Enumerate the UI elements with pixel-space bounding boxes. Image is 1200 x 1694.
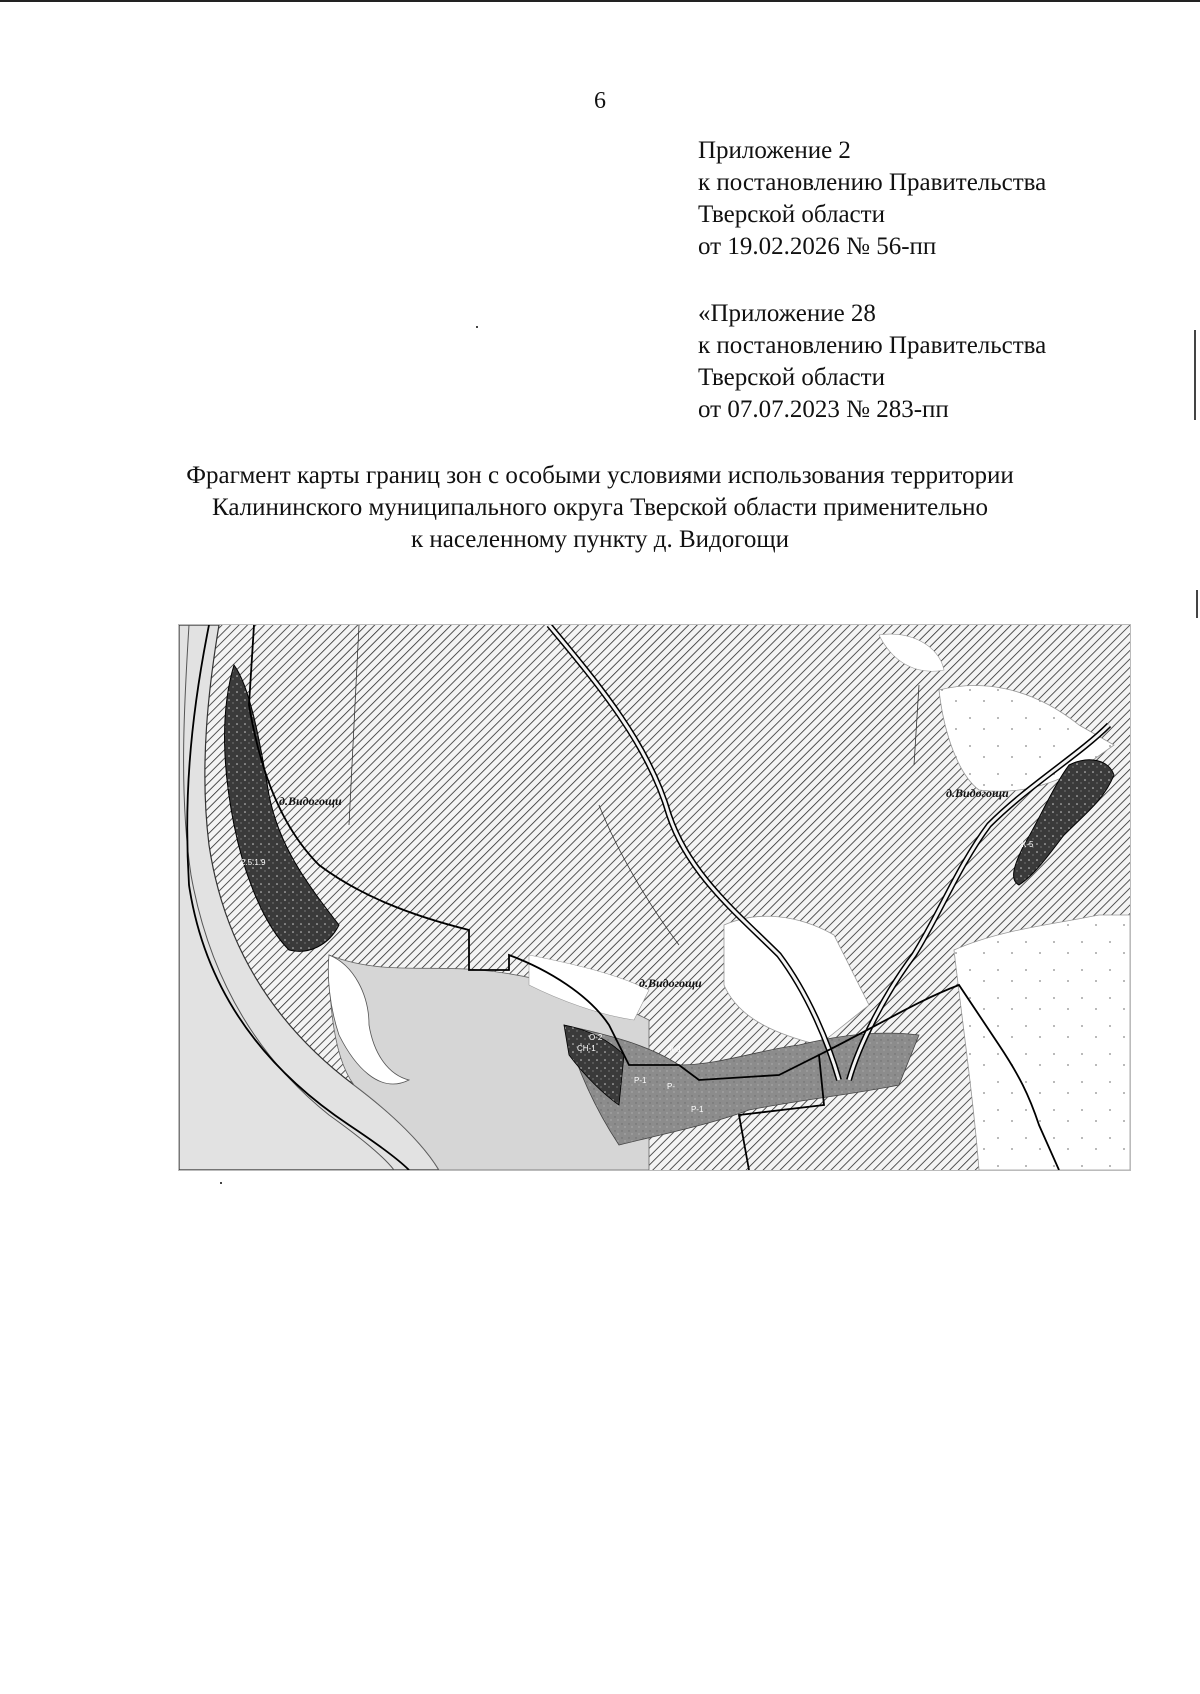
- scan-dot-2: [220, 1182, 222, 1184]
- appendix-current-title: Приложение 2: [698, 137, 851, 164]
- settlement-label-left: д.Видогощи: [279, 794, 342, 808]
- appendix-current-block: [698, 135, 1178, 263]
- document-title-line3: к населенному пункту д. Видогощи: [411, 526, 789, 553]
- map-svg: [179, 625, 1130, 1170]
- map-fragment: [178, 624, 1131, 1171]
- appendix-current-line3: Тверской области: [698, 201, 885, 228]
- document-title-line1: Фрагмент карты границ зон с особыми условиями использования территории: [186, 462, 1014, 489]
- page-number: 6: [594, 88, 606, 114]
- scan-dot-1: [476, 326, 478, 328]
- appendix-original-line2: к постановлению Правительства: [698, 332, 1047, 359]
- settlement-label-right: д.Видогощи: [946, 786, 1009, 800]
- settlement-label-center: д.Видогощи: [639, 976, 702, 990]
- appendix-current-line2: к постановлению Правительства: [698, 169, 1047, 196]
- scan-mark-right-edge: [1194, 330, 1196, 420]
- appendix-original-title: «Приложение 28: [698, 300, 876, 327]
- zone-label-ch1: СН-1: [577, 1044, 596, 1053]
- appendix-original-date-number: от 07.07.2023 № 283-пп: [698, 396, 949, 423]
- appendix-current-date-number: от 19.02.2026 № 56-пп: [698, 233, 937, 260]
- document-title: [0, 460, 1200, 556]
- zone-label-zh5: Ж-5: [1019, 840, 1034, 849]
- document-title-line2: Калининского муниципального округа Тверской области применительно: [211, 494, 988, 521]
- zone-label-zh1: Ж-1: [667, 1045, 682, 1054]
- scan-mark-top: [0, 0, 1200, 2]
- zone-label-o2: О-2: [589, 1033, 603, 1042]
- appendix-original-block: [698, 298, 1178, 426]
- zone-label-r-b: Р-: [667, 1082, 675, 1091]
- appendix-original-line3: Тверской области: [698, 364, 885, 391]
- zone-label-r1-a: Р-1: [634, 1076, 647, 1085]
- scan-mark-right-edge-2: [1196, 590, 1198, 618]
- zone-label-left: 2.5.1.9: [241, 858, 266, 867]
- zone-label-r1-c: Р-1: [691, 1105, 704, 1114]
